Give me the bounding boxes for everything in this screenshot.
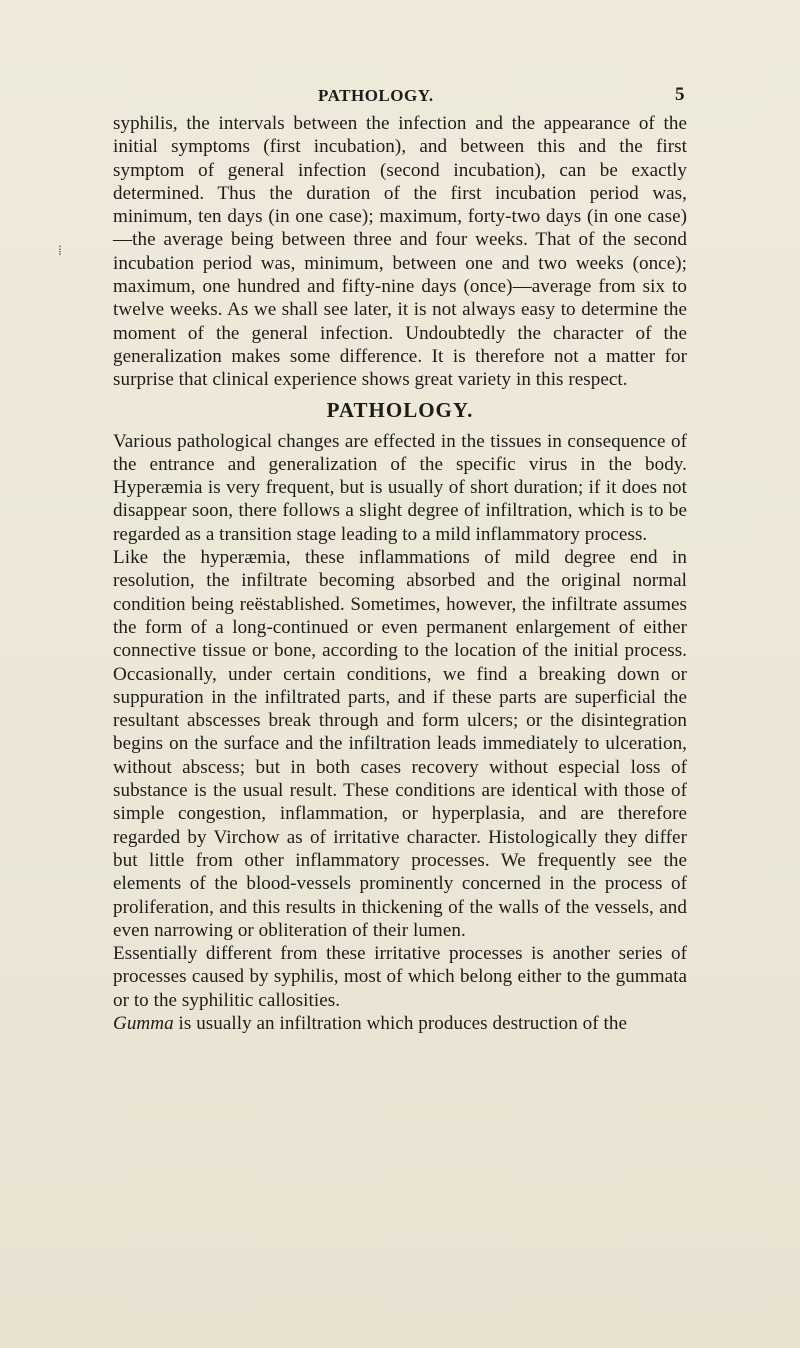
body-text — [113, 112, 687, 1035]
running-title: PATHOLOGY. — [318, 86, 434, 105]
section-heading: PATHOLOGY. — [326, 397, 474, 422]
paragraph-5-text: is usually an infiltration which produces destruction of the — [173, 1012, 627, 1034]
page-number: 5 — [675, 84, 685, 105]
term-gumma: Gumma — [113, 1012, 174, 1034]
paragraph-4: Essentially different from these irritative processes is another series of processes caused by syphilis, most of which belong either to the gummata or to the syphilitic callosities. — [113, 943, 687, 1011]
paragraph-5 — [113, 1012, 687, 1035]
paragraph-2: Various pathological changes are effected in the tissues in consequence of the entrance and generalization of the specific virus in the body. Hyperæmia is very frequent, but is usually of short duration; if it does not disappear soon, there follows a slight degree of infiltration, which is to be regarded as a transition stage leading to a mild inflammatory process. — [113, 430, 687, 545]
paragraph-1: syphilis, the intervals between the infection and the appearance of the initial symptoms (first incubation), and between this and the first symptom of general infection (second incubation), can be exactly determined. Thus the duration of the first incubation period was, minimum, ten days (in one case); maximum, forty-two days (in one case)—the average being between three and four weeks. That of the second incubation period was, minimum, between one and two weeks (once); maximum, one hundred and fifty-nine days (once)—average from six to twelve weeks. As we shall see later, it is not always easy to determine the moment of the general infection. Undoubtedly the character of the generalization makes some difference. It is therefore not a matter for surprise that clinical experience shows great variety in this respect. — [113, 113, 687, 391]
running-head — [0, 84, 800, 110]
margin-mark: ⁞ — [58, 244, 62, 259]
paragraph-3: Like the hyperæmia, these inflammations of mild degree end in resolution, the infiltrate becoming absorbed and the original normal condition being reëstablished. Sometimes, however, the infiltrate assumes the form of a long-continued or even permanent enlargement of either connective tissue or bone, according to the location of the initial process. Occasionally, under certain conditions, we find a breaking down or suppuration in the infiltrated parts, and if these parts are superficial the resultant abscesses break through and form ulcers; or the disintegration begins on the surface and the infiltration leads immediately to ulceration, without abscess; but in both cases recovery without especial loss of substance is the usual result. These conditions are identical with those of simple congestion, inflammation, or hyperplasia, and are therefore regarded by Virchow as of irritative character. Histologically they differ but little from other inflammatory processes. We frequently see the elements of the blood-vessels prominently concerned in the process of proliferation, and this results in thickening of the walls of the vessels, and even narrowing or obliteration of their lumen. — [113, 547, 687, 941]
